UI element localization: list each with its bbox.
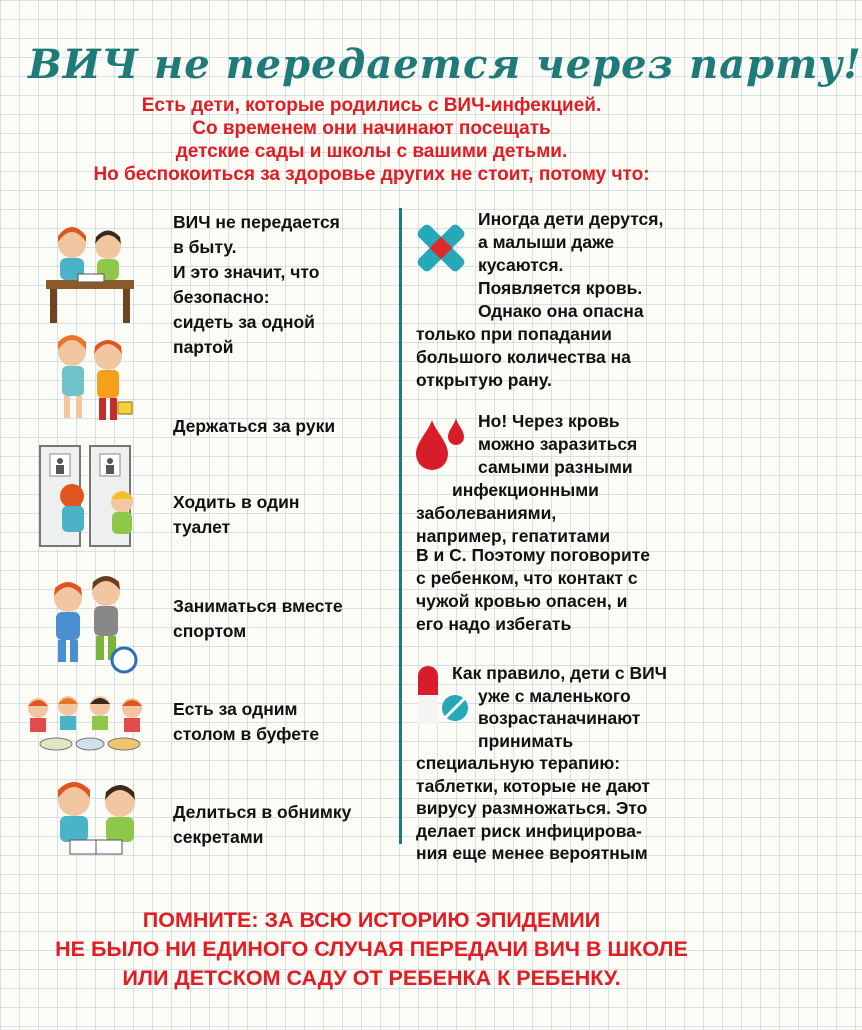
text-line: самыми разными <box>478 457 633 477</box>
text-secrets <box>173 800 351 850</box>
text-line: например, гепатитами <box>416 526 611 546</box>
kids-sharing-secrets-illustration <box>40 778 148 862</box>
text-line: чужой кровью опасен, и <box>416 591 628 611</box>
text-line: безопасно: <box>173 287 270 307</box>
text-line: ВИЧ не передается <box>173 212 340 232</box>
text-line: в быту. <box>173 237 237 257</box>
footer-warning <box>10 906 733 993</box>
kids-eating-illustration <box>16 692 160 754</box>
text-line: ния еще менее вероятным <box>416 843 648 863</box>
text-line: Ходить в один <box>173 492 300 512</box>
text-block-no-household <box>173 210 340 360</box>
text-line: спортом <box>173 621 247 641</box>
column-divider <box>399 208 402 844</box>
text-line: заболеваниями, <box>416 503 557 523</box>
text-line: таблетки, которые не дают <box>416 775 651 796</box>
text-line: делает риск инфицирова- <box>416 820 642 841</box>
text-block-talk <box>416 544 650 636</box>
text-line: Как правило, дети с ВИЧ <box>452 663 667 683</box>
intro-line: Есть дети, которые родились с ВИЧ-инфекцией. <box>141 95 602 116</box>
text-line: принимать <box>478 730 574 751</box>
text-line: с ребенком, что контакт с <box>416 568 638 588</box>
kids-at-desk-illustration <box>42 222 138 326</box>
text-toilet <box>173 490 299 540</box>
text-line: а малыши даже <box>478 232 615 252</box>
text-line: сидеть за одной <box>173 312 315 332</box>
text-line: открытую рану. <box>416 370 552 390</box>
intro-text <box>20 94 723 186</box>
text-line: Появляется кровь. <box>478 278 643 298</box>
footer-line: ПОМНИТЕ: ЗА ВСЮ ИСТОРИЮ ЭПИДЕМИИ <box>142 908 601 932</box>
page-title: ВИЧ не передается через парту! <box>28 40 862 88</box>
intro-line: детские сады и школы с вашими детьми. <box>175 141 568 162</box>
intro-line: Но беспокоиться за здоровье других не стоит, потому что: <box>93 164 650 185</box>
text-line: В и С. Поэтому поговорите <box>416 545 651 565</box>
intro-line: Со временем они начинают посещать <box>192 118 551 139</box>
text-line: можно заразиться <box>478 434 638 454</box>
text-line: Но! Через кровь <box>478 411 620 431</box>
text-block-fights <box>416 208 663 392</box>
text-line: Иногда дети дерутся, <box>478 209 664 229</box>
text-line: Заниматься вместе <box>173 596 343 616</box>
text-line: его надо избегать <box>416 614 572 634</box>
text-line: возрастаначинают <box>478 708 641 728</box>
text-line: столом в буфете <box>173 724 320 744</box>
text-line: Однако она опасна <box>478 301 644 321</box>
text-block-blood <box>416 410 637 548</box>
text-line: Делиться в обнимку <box>173 802 352 822</box>
text-sport <box>173 594 343 644</box>
footer-line: ИЛИ ДЕТСКОМ САДУ ОТ РЕБЕНКА К РЕБЕНКУ. <box>122 966 621 990</box>
text-line: Держаться за руки <box>173 416 336 436</box>
kids-toilet-illustration <box>38 444 142 550</box>
text-line: Есть за одним <box>173 699 298 719</box>
text-line: специальную терапию: <box>416 753 621 773</box>
kids-sport-illustration <box>28 572 152 674</box>
text-line: секретами <box>173 827 264 847</box>
text-line: большого количества на <box>416 347 631 367</box>
text-line: И это значит, что <box>173 262 320 282</box>
text-line: инфекционными <box>452 480 599 500</box>
text-eat-together <box>173 697 319 747</box>
text-hold-hands <box>173 414 335 439</box>
text-line: партой <box>173 337 234 357</box>
text-line: только при попадании <box>416 324 612 344</box>
text-line: вирусу размножаться. Это <box>416 798 648 818</box>
text-block-therapy <box>416 662 667 865</box>
text-line: уже с маленького <box>478 685 631 706</box>
kids-holding-hands-illustration <box>44 332 140 428</box>
text-line: туалет <box>173 517 231 537</box>
text-line: кусаются. <box>478 255 564 275</box>
footer-line: НЕ БЫЛО НИ ЕДИНОГО СЛУЧАЯ ПЕРЕДАЧИ ВИЧ В ШКОЛЕ <box>55 937 688 961</box>
